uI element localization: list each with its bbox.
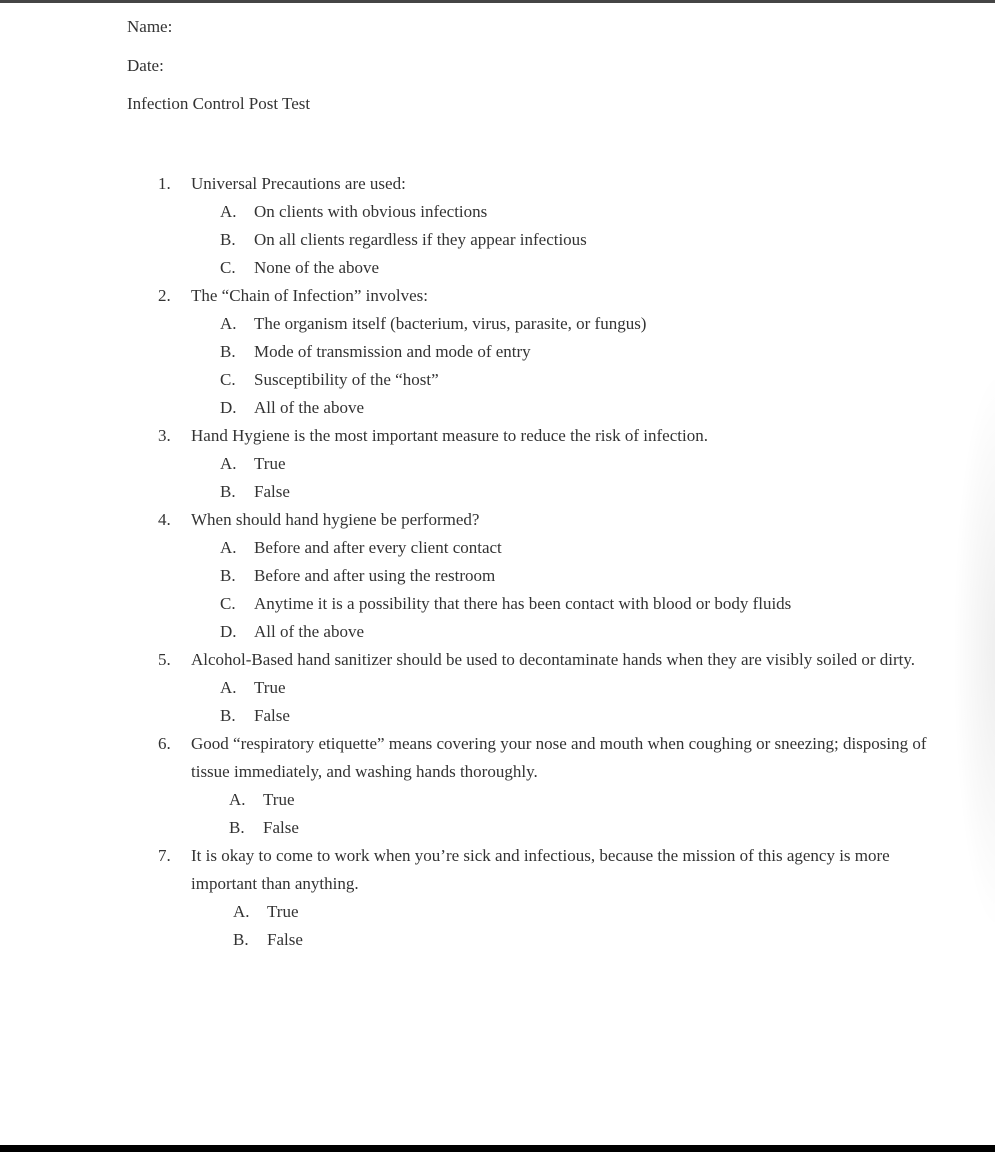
question-text: Good “respiratory etiquette” means covering your nose and mouth when coughing or sneezing; disposing of tissue immediately, and washing hands thoroughly. [191, 733, 927, 781]
option-letter: A. [220, 537, 237, 557]
answer-option [220, 674, 995, 702]
question-number: 5. [158, 649, 171, 669]
answer-option [220, 702, 995, 730]
option-list [127, 898, 995, 954]
option-letter: C. [220, 593, 236, 613]
answer-option [220, 254, 995, 282]
question-item [127, 282, 995, 422]
option-letter: C. [220, 369, 236, 389]
option-label: True [263, 789, 295, 809]
answer-option [220, 338, 995, 366]
option-label: True [267, 901, 299, 921]
answer-option [220, 478, 995, 506]
option-label: None of the above [254, 257, 380, 277]
question-text: When should hand hygiene be performed? [191, 509, 480, 529]
option-list [127, 674, 995, 730]
option-letter: B. [220, 341, 236, 361]
option-label: On all clients regardless if they appear infectious [254, 229, 587, 249]
document-header [127, 8, 995, 124]
option-label: False [267, 929, 303, 949]
date-field-label: Date: [127, 55, 164, 75]
option-letter: A. [220, 453, 237, 473]
question-number: 3. [158, 425, 171, 445]
option-letter: A. [233, 901, 250, 921]
question-text: It is okay to come to work when you’re sick and infectious, because the mission of this agency is more important than anything. [191, 845, 890, 893]
answer-option [229, 786, 995, 814]
option-letter: D. [220, 397, 237, 417]
answer-option [220, 226, 995, 254]
answer-option [220, 590, 995, 618]
question-number: 2. [158, 285, 171, 305]
question-number: 6. [158, 733, 171, 753]
question-text: Hand Hygiene is the most important measure to reduce the risk of infection. [191, 425, 708, 445]
option-letter: A. [220, 677, 237, 697]
answer-option [220, 618, 995, 646]
option-letter: D. [220, 621, 237, 641]
document-page [0, 3, 995, 954]
question-item [127, 646, 995, 730]
option-label: True [254, 677, 286, 697]
option-label: False [263, 817, 299, 837]
option-label: Anytime it is a possibility that there has been contact with blood or body fluids [254, 593, 792, 613]
option-letter: B. [229, 817, 245, 837]
option-label: False [254, 705, 290, 725]
option-letter: A. [220, 313, 237, 333]
option-label: All of the above [254, 397, 364, 417]
question-number: 1. [158, 173, 171, 193]
option-label: Before and after every client contact [254, 537, 502, 557]
option-letter: B. [220, 565, 236, 585]
option-list [127, 534, 995, 646]
option-label: On clients with obvious infections [254, 201, 488, 221]
option-letter: B. [220, 705, 236, 725]
question-item [127, 422, 995, 506]
option-letter: B. [220, 481, 236, 501]
question-number: 4. [158, 509, 171, 529]
document-title: Infection Control Post Test [127, 94, 311, 113]
option-letter: C. [220, 257, 236, 277]
answer-option [220, 310, 995, 338]
question-item [127, 170, 995, 282]
option-letter: B. [220, 229, 236, 249]
option-list [127, 198, 995, 282]
option-label: All of the above [254, 621, 364, 641]
option-letter: A. [220, 201, 237, 221]
option-label: Mode of transmission and mode of entry [254, 341, 531, 361]
option-letter: A. [229, 789, 246, 809]
answer-option [220, 394, 995, 422]
question-item [127, 842, 995, 954]
option-list [127, 786, 995, 842]
option-letter: B. [233, 929, 249, 949]
answer-option [220, 450, 995, 478]
option-list [127, 310, 995, 422]
option-label: Before and after using the restroom [254, 565, 496, 585]
option-list [127, 450, 995, 506]
name-field-label: Name: [127, 17, 173, 36]
question-text: Alcohol-Based hand sanitizer should be used to decontaminate hands when they are visibly soiled or dirty. [191, 649, 916, 669]
question-text: Universal Precautions are used: [191, 173, 406, 193]
option-label: False [254, 481, 290, 501]
bottom-border-bar [0, 1145, 995, 1152]
question-item [127, 506, 995, 646]
option-label: True [254, 453, 286, 473]
answer-option [220, 534, 995, 562]
answer-option [220, 198, 995, 226]
option-label: The organism itself (bacterium, virus, parasite, or fungus) [254, 313, 647, 333]
answer-option [233, 898, 995, 926]
question-item [127, 730, 995, 842]
question-number: 7. [158, 845, 171, 865]
answer-option [229, 814, 995, 842]
question-text: The “Chain of Infection” involves: [191, 285, 428, 305]
question-list [127, 170, 995, 954]
option-label: Susceptibility of the “host” [254, 369, 439, 389]
answer-option [220, 562, 995, 590]
answer-option [220, 366, 995, 394]
answer-option [233, 926, 995, 954]
